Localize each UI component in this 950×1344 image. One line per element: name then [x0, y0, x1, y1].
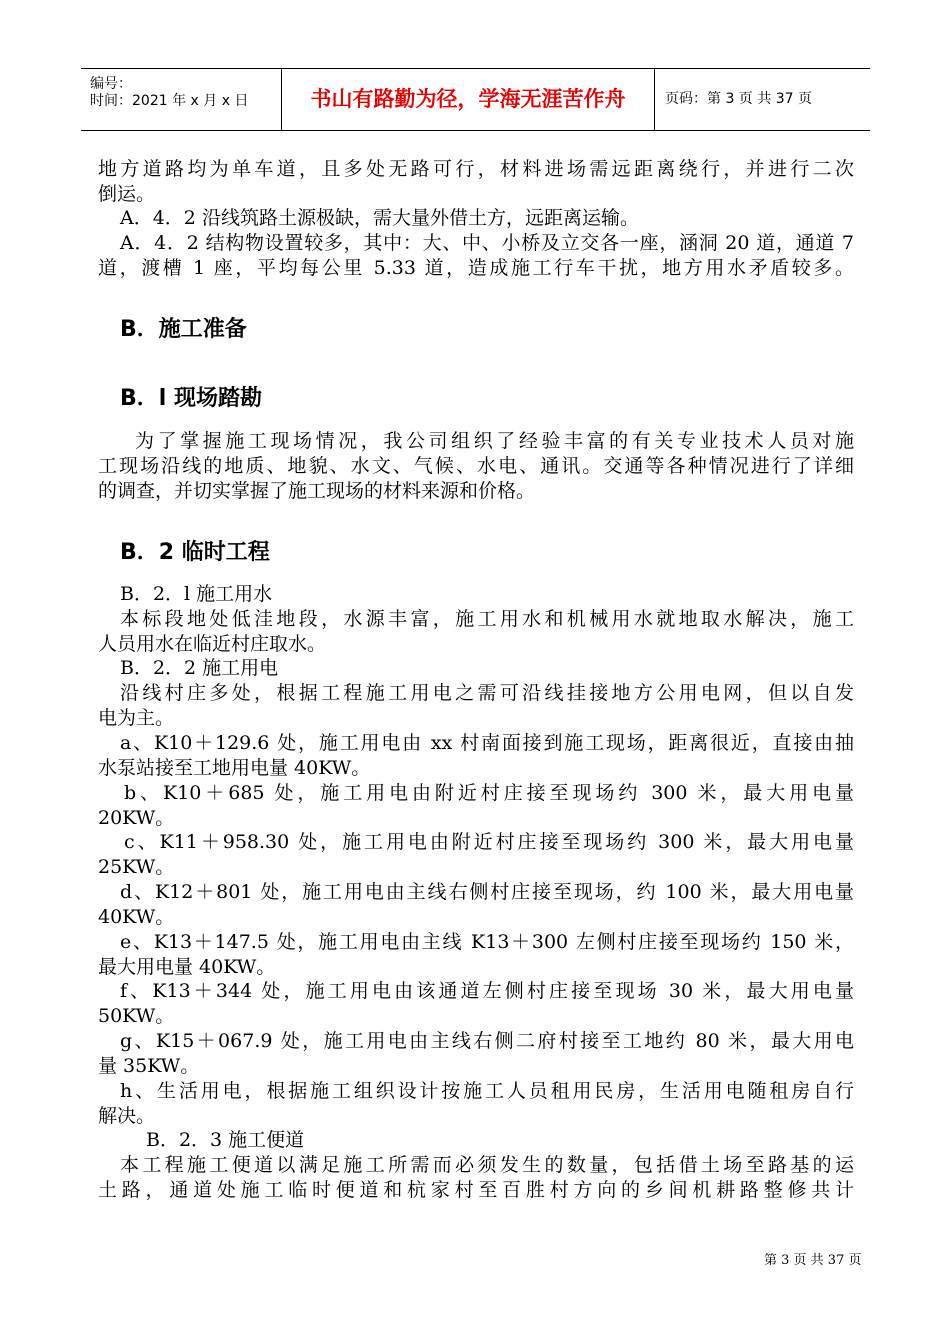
- body-line: 工现场沿线的地质、地貌、水文、气候、水电、通讯。交通等各种情况进行了详细: [98, 455, 854, 477]
- body-line: 水泵站接至工地用电量 40KW。: [98, 757, 371, 779]
- body-line: 土路，通道处施工临时便道和杭家村至百胜村方向的乡间机耕路整修共计: [98, 1179, 854, 1201]
- body-line: 20KW。: [98, 807, 175, 829]
- header-motto: 书山有路勤为径，学海无涯苦作舟: [282, 69, 655, 130]
- body-line: 50KW。: [98, 1005, 175, 1027]
- header-meta-cell: [81, 69, 282, 130]
- body-line: a、K10＋129.6 处，施工用电由 xx 村南面接到施工现场，距离很近，直接由抽: [120, 732, 854, 754]
- header-page-info: 页码：第 3 页 共 37 页: [665, 91, 812, 107]
- body-line: b、K10＋685 处，施工用电由附近村庄接至现场约 300 米，最大用电量: [124, 782, 854, 804]
- body-line: d、K12＋801 处，施工用电由主线右侧村庄接至现场，约 100 米，最大用电量: [120, 881, 854, 903]
- body-line: g、K15＋067.9 处，施工用电由主线右侧二府村接至工地约 80 米，最大用电: [120, 1030, 854, 1052]
- body-line: 的调查，并切实掌握了施工现场的材料来源和价格。: [98, 480, 536, 502]
- body-line: B．2．l 施工用水: [120, 583, 273, 605]
- body-line: f、K13＋344 处，施工用电由该通道左侧村庄接至现场 30 米，最大用电量: [120, 980, 854, 1002]
- body-line: c、K11＋958.30 处，施工用电由附近村庄接至现场约 300 米，最大用电量: [124, 831, 854, 853]
- body-line: B．2．2 施工用电: [120, 657, 279, 679]
- body-line: 人员用水在临近村庄取水。: [98, 633, 327, 655]
- body-line: 本工程施工便道以满足施工所需而必须发生的数量，包括借土场至路基的运: [120, 1154, 854, 1176]
- document-time-label: 时间：2021 年 x 月 x 日: [90, 93, 249, 109]
- page-footer: 第 3 页 共 37 页: [764, 1253, 862, 1268]
- body-line: A．4．2 结构物设置较多，其中：大、中、小桥及立交各一座，涵洞 20 道，通道 7: [120, 232, 854, 254]
- body-line: 最大用电量 40KW。: [98, 956, 276, 978]
- body-line: 沿线村庄多处，根据工程施工用电之需可沿线挂接地方公用电网，但以自发: [120, 682, 854, 704]
- page-header: [81, 68, 870, 131]
- body-line: 25KW。: [98, 856, 175, 878]
- body-line: 电为主。: [98, 707, 175, 729]
- body-line: A．4．2 沿线筑路土源极缺，需大量外借土方，远距离运输。: [120, 207, 639, 229]
- document-number-label: 编号：: [90, 76, 132, 92]
- body-line: 为了掌握施工现场情况，我公司组织了经验丰富的有关专业技术人员对施: [135, 430, 854, 452]
- body-line: 倒运。: [98, 183, 156, 205]
- body-line: 量 35KW。: [98, 1055, 200, 1077]
- body-line: 地方道路均为单车道，且多处无路可行，材料进场需远距离绕行，并进行二次: [98, 158, 854, 180]
- body-line: e、K13＋147.5 处，施工用电由主线 K13＋300 左侧村庄接至现场约 150 米，: [120, 931, 854, 953]
- body-line: 本标段地处低洼地段，水源丰富，施工用水和机械用水就地取水解决，施工: [120, 608, 854, 630]
- body-line: 解决。: [98, 1105, 156, 1127]
- body-line: 40KW。: [98, 906, 175, 928]
- body-line: B．2．3 施工便道: [146, 1129, 305, 1151]
- body-line: h、生活用电，根据施工组织设计按施工人员租用民房，生活用电随租房自行: [120, 1080, 854, 1102]
- body-line: 道，渡槽 1 座，平均每公里 5.33 道，造成施工行车干扰，地方用水矛盾较多。: [98, 257, 854, 279]
- section-heading: B．l 现场踏勘: [120, 386, 262, 411]
- section-heading: B．施工准备: [120, 317, 247, 342]
- section-heading: B．2 临时工程: [120, 540, 270, 565]
